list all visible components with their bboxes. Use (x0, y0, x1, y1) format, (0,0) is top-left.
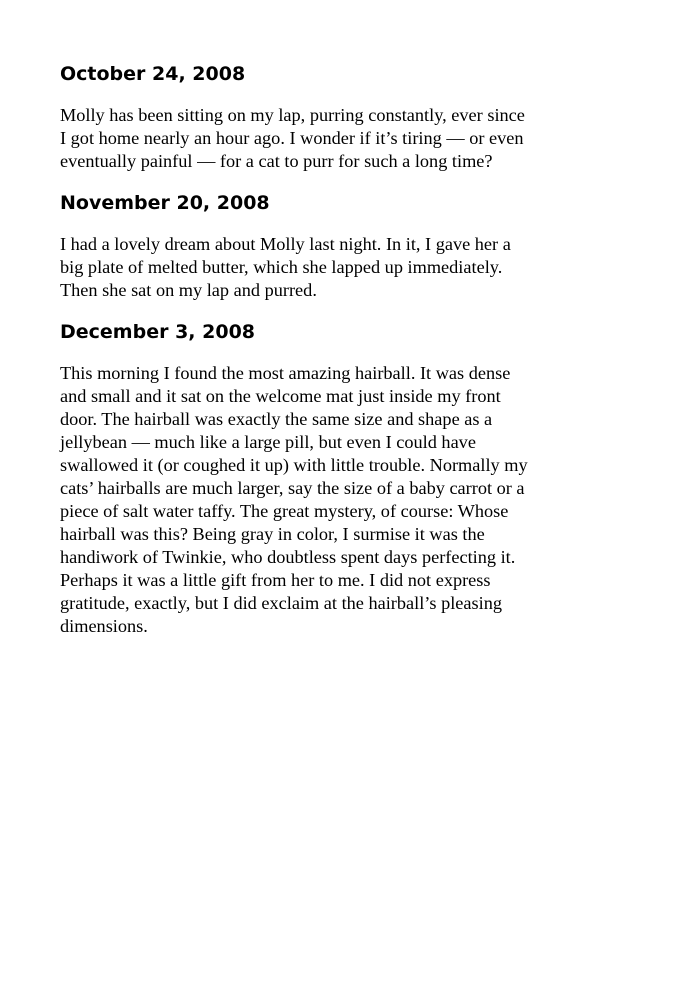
entry-line: handiwork of Twinkie, who doubtless spent days perfecting it. (60, 547, 516, 567)
journal-entry-oct-24 (60, 62, 580, 173)
entry-line: I got home nearly an hour ago. I wonder if it’s tiring — or even (60, 128, 524, 148)
entry-line: I had a lovely dream about Molly last night. In it, I gave her a (60, 234, 511, 254)
entry-date: November 20, 2008 (60, 192, 270, 214)
entry-line: door. The hairball was exactly the same size and shape as a (60, 409, 493, 429)
entry-line: Molly has been sitting on my lap, purring constantly, ever since (60, 105, 525, 125)
entry-line: swallowed it (or coughed it up) with little trouble. Normally my (60, 455, 528, 475)
entry-line: big plate of melted butter, which she lapped up immediately. (60, 257, 503, 277)
entry-line: cats’ hairballs are much larger, say the size of a baby carrot or a (60, 478, 525, 498)
entry-line: eventually painful — for a cat to purr for such a long time? (60, 151, 493, 171)
entry-body (60, 104, 580, 173)
entry-date: December 3, 2008 (60, 321, 256, 343)
entry-line: and small and it sat on the welcome mat just inside my front (60, 386, 501, 406)
entry-line: Then she sat on my lap and purred. (60, 280, 317, 300)
journal-entry-dec-3 (60, 320, 580, 638)
entry-line: jellybean — much like a large pill, but even I could have (60, 432, 476, 452)
journal-entry-nov-20 (60, 191, 580, 302)
entry-line: dimensions. (60, 616, 148, 636)
entry-line: gratitude, exactly, but I did exclaim at the hairball’s pleasing (60, 593, 502, 613)
entry-line: Perhaps it was a little gift from her to me. I did not express (60, 570, 491, 590)
entry-body (60, 233, 580, 302)
entry-date: October 24, 2008 (60, 63, 246, 85)
entry-body (60, 362, 580, 638)
entry-line: piece of salt water taffy. The great mystery, of course: Whose (60, 501, 509, 521)
entry-line: hairball was this? Being gray in color, I surmise it was the (60, 524, 485, 544)
entry-line: This morning I found the most amazing hairball. It was dense (60, 363, 511, 383)
journal-page (60, 62, 580, 656)
